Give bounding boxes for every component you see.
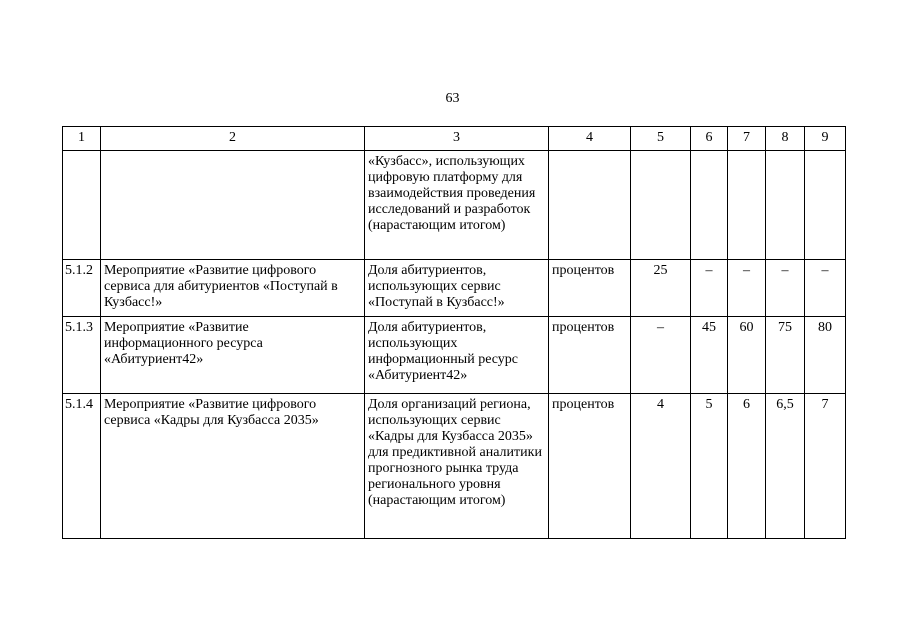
row-unit bbox=[549, 151, 631, 260]
row-unit: процентов bbox=[549, 394, 631, 539]
column-header: 5 bbox=[631, 127, 691, 151]
row-value-7: 6 bbox=[728, 394, 766, 539]
row-code bbox=[63, 151, 101, 260]
row-value-5: – bbox=[631, 317, 691, 394]
row-event: Мероприятие «Развитие цифрового сервиса для абитуриентов «Поступай в Кузбасс!» bbox=[101, 260, 365, 317]
table-row bbox=[63, 317, 846, 394]
table-header-row bbox=[63, 127, 846, 151]
column-header: 4 bbox=[549, 127, 631, 151]
row-value-8: – bbox=[766, 260, 805, 317]
row-code: 5.1.3 bbox=[63, 317, 101, 394]
column-header: 7 bbox=[728, 127, 766, 151]
column-header: 8 bbox=[766, 127, 805, 151]
row-code: 5.1.2 bbox=[63, 260, 101, 317]
row-value-8 bbox=[766, 151, 805, 260]
row-value-6: 45 bbox=[691, 317, 728, 394]
row-value-6: – bbox=[691, 260, 728, 317]
row-code: 5.1.4 bbox=[63, 394, 101, 539]
table-row bbox=[63, 394, 846, 539]
row-value-6: 5 bbox=[691, 394, 728, 539]
column-header: 6 bbox=[691, 127, 728, 151]
table-row bbox=[63, 260, 846, 317]
row-indicator: Доля абитуриентов, использующих сервис «Поступай в Кузбасс!» bbox=[365, 260, 549, 317]
row-value-7 bbox=[728, 151, 766, 260]
row-unit: процентов bbox=[549, 260, 631, 317]
column-header: 9 bbox=[805, 127, 846, 151]
row-value-9: 80 bbox=[805, 317, 846, 394]
page-number: 63 bbox=[445, 91, 460, 106]
row-value-5 bbox=[631, 151, 691, 260]
column-header: 1 bbox=[63, 127, 101, 151]
indicators-table bbox=[62, 126, 846, 539]
row-value-6 bbox=[691, 151, 728, 260]
row-event: Мероприятие «Развитие информационного ресурса «Абитуриент42» bbox=[101, 317, 365, 394]
row-value-8: 6,5 bbox=[766, 394, 805, 539]
row-value-9 bbox=[805, 151, 846, 260]
row-value-7: – bbox=[728, 260, 766, 317]
row-indicator: «Кузбасс», использующих цифровую платформу для взаимодействия проведения исследований и разработок (нарастающим итогом) bbox=[365, 151, 549, 260]
row-value-5: 4 bbox=[631, 394, 691, 539]
row-value-8: 75 bbox=[766, 317, 805, 394]
row-unit: процентов bbox=[549, 317, 631, 394]
column-header: 3 bbox=[365, 127, 549, 151]
row-value-9: 7 bbox=[805, 394, 846, 539]
row-value-5: 25 bbox=[631, 260, 691, 317]
row-indicator: Доля организаций региона, использующих сервис «Кадры для Кузбасса 2035» для предиктивной аналитики прогнозного рынка труда регионального уровня (нарастающим итогом) bbox=[365, 394, 549, 539]
row-event bbox=[101, 151, 365, 260]
table-row bbox=[63, 151, 846, 260]
row-value-7: 60 bbox=[728, 317, 766, 394]
row-value-9: – bbox=[805, 260, 846, 317]
row-event: Мероприятие «Развитие цифрового сервиса «Кадры для Кузбасса 2035» bbox=[101, 394, 365, 539]
row-indicator: Доля абитуриентов, использующих информационный ресурс «Абитуриент42» bbox=[365, 317, 549, 394]
column-header: 2 bbox=[101, 127, 365, 151]
